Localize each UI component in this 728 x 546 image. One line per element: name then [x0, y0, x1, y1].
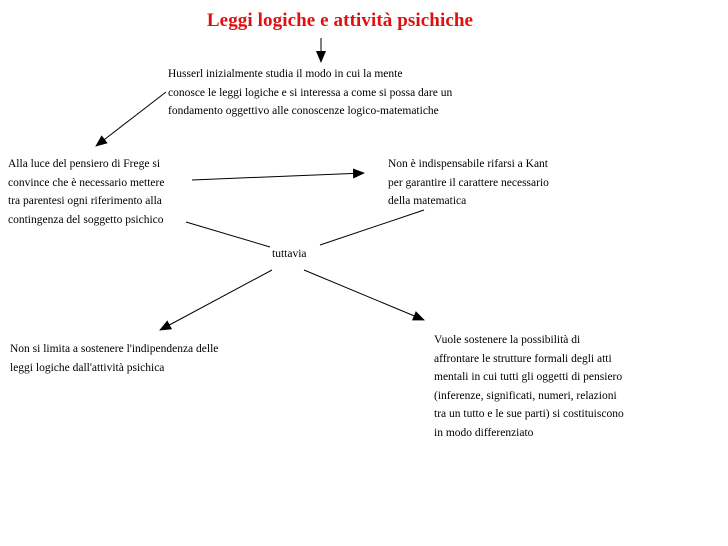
line-kant-to-tuttavia	[320, 210, 424, 245]
node-non-limita-line: Non si limita a sostenere l'indipendenza delle	[10, 343, 219, 355]
line-frege-to-tuttavia	[186, 222, 270, 247]
node-husserl-line: conosce le leggi logiche e si interessa a come si possa dare un	[168, 86, 453, 99]
node-vuole-line: mentali in cui tutti gli oggetti di pensiero	[434, 371, 623, 383]
node-vuole-line: (inferenze, significati, numeri, relazioni	[434, 389, 617, 402]
node-frege-line: convince che è necessario mettere	[8, 176, 165, 189]
node-vuole-line: Vuole sostenere la possibilità di	[434, 334, 581, 346]
arrow-husserl-to-frege	[96, 92, 166, 146]
node-husserl-line: Husserl inizialmente studia il modo in cui la mente	[168, 68, 403, 80]
node-vuole-line: in modo differenziato	[434, 426, 534, 439]
node-frege-line: Alla luce del pensiero di Frege si	[8, 158, 161, 170]
node-vuole-line: tra un tutto e le sue parti) si costituiscono	[434, 408, 624, 420]
node-kant-line: Non è indispensabile rifarsi a Kant	[388, 158, 548, 170]
diagram-title: Leggi logiche e attività psichiche	[206, 10, 474, 31]
arrow-frege-to-kant	[192, 173, 364, 180]
node-vuole-line: affrontare le strutture formali degli atti	[434, 352, 612, 365]
node-non-limita-line: leggi logiche dall'attività psichica	[10, 361, 165, 374]
node-frege-line: tra parentesi ogni riferimento alla	[8, 195, 162, 207]
node-kant-line: per garantire il carattere necessario	[388, 176, 549, 189]
arrow-tuttavia-to-vuole	[304, 270, 424, 320]
node-frege-line: contingenza del soggetto psichico	[8, 213, 164, 226]
node-tuttavia: tuttavia	[272, 248, 307, 260]
arrow-tuttavia-to-non-limita	[160, 270, 272, 330]
node-husserl-line: fondamento oggettivo alle conoscenze logico-matematiche	[168, 105, 439, 117]
node-kant-line: della matematica	[388, 195, 467, 207]
